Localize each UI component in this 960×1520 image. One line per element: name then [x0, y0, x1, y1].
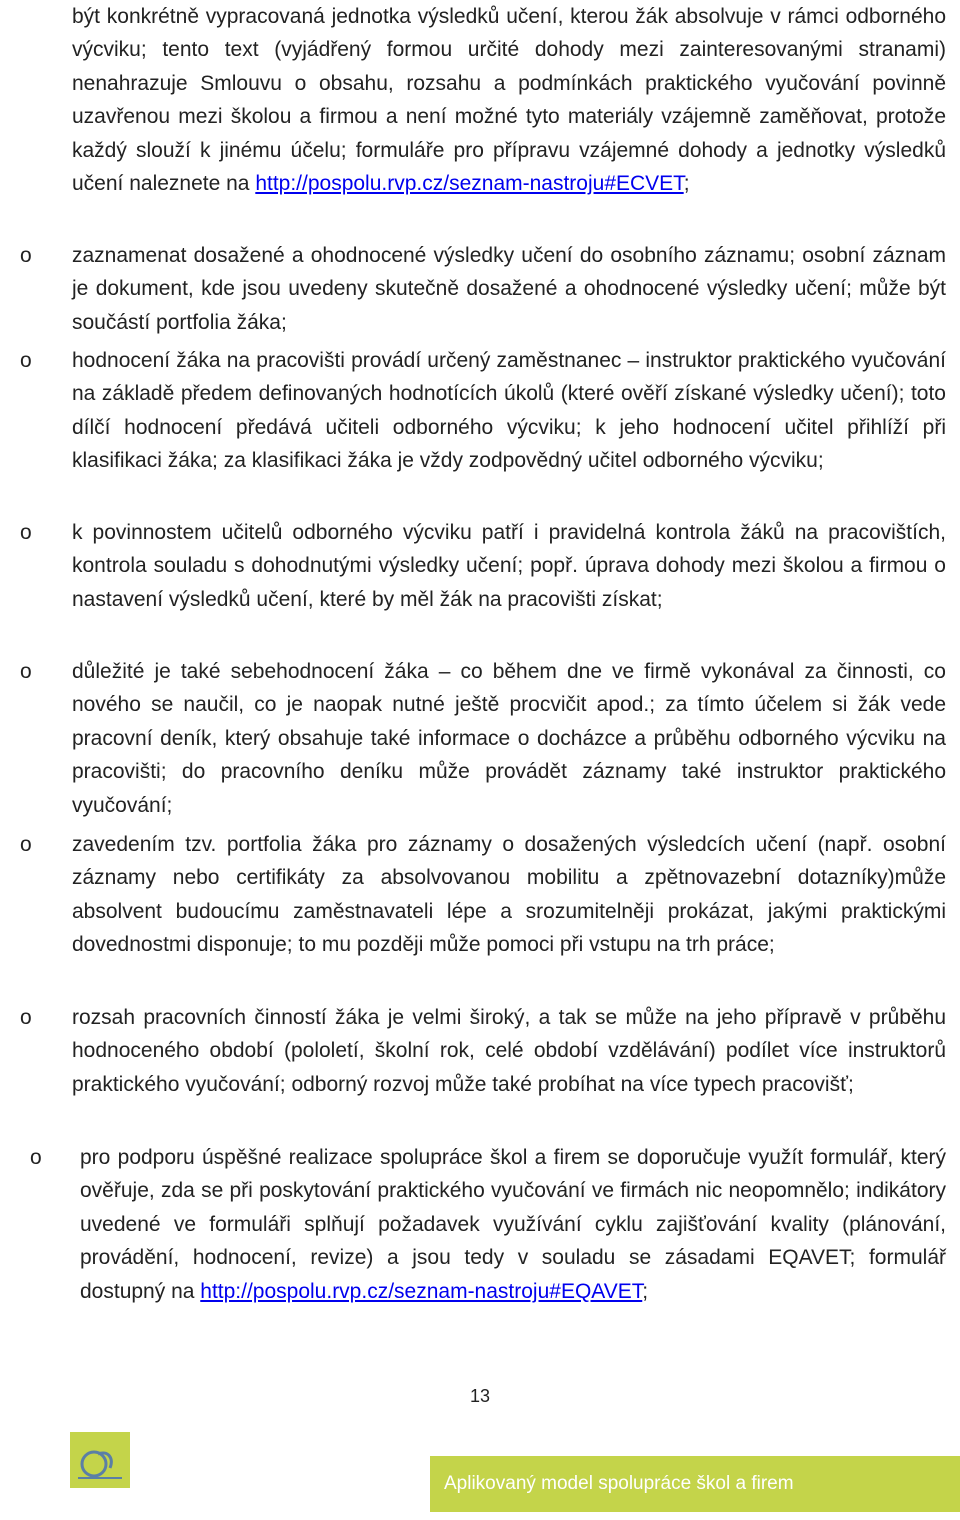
project-logo	[70, 1432, 130, 1488]
ecvet-tools-link[interactable]: http://pospolu.rvp.cz/seznam-nastroju#ECVET	[255, 172, 684, 196]
list-item-text: důležité je také sebehodnocení žáka – co během dne ve firmě vykonával za činnosti, co nového se naučil, co je naopak nutné ještě procvičit apod.; za tímto účelem si žák vede pracovní deník, který obsahuje také informace o docházce a průběhu odborného výcviku na pracovišti; do pracovního deníku může provádět záznamy také instruktor praktického vyučování;	[72, 660, 946, 817]
list-item-workplace-assessment	[72, 344, 946, 478]
bullet-marker: o	[20, 521, 32, 544]
list-item-personal-record	[72, 239, 946, 339]
list-item-text: zaznamenat dosažené a ohodnocené výsledky učení do osobního záznamu; osobní záznam je dokument, kde jsou uvedeny skutečně dosažené a ohodnocené výsledky učení; může být součástí portfolia žáka;	[72, 244, 946, 334]
list-item-text: k povinnostem učitelů odborného výcviku patří i pravidelná kontrola žáků na pracovištích, kontrola souladu s dohodnutými výsledky učení; popř. úprava dohody mezi školou a firmou o nastavení výsledků učení, které by měl žák na pracovišti získat;	[72, 521, 946, 611]
bullet-marker: o	[20, 244, 32, 267]
list-item-self-assessment	[72, 655, 946, 822]
list-item-work-scope	[72, 1001, 946, 1101]
bullet-marker: o	[20, 1006, 32, 1029]
bullet-marker: o	[20, 660, 32, 683]
list-item-text: hodnocení žáka na pracovišti provádí určený zaměstnanec – instruktor praktického vyučování na základě předem definovaných hodnotících úkolů (které ověří získané výsledky učení); toto dílčí hodnocení předává učiteli odborného výcviku; k jeho hodnocení učitel přihlíží při klasifikaci žáka; za klasifikaci žáka je vždy zodpovědný učitel odborného výcviku;	[72, 349, 946, 473]
bullet-marker: o	[20, 833, 32, 856]
paragraph-ecvet-unit	[72, 0, 946, 200]
list-item-text: pro podporu úspěšné realizace spolupráce škol a firem se doporučuje využít formulář, který ověřuje, zda se při poskytování praktického vyučování ve firmách nic neopomnělo; indikátory uvedené ve formuláři splňují požadavek využívání cyklu zajišťování kvality (plánování, provádění, hodnocení, revize) a jsou tedy v souladu se zásadami EQAVET; formulář dostupný na	[80, 1146, 946, 1303]
list-item-text-end: ;	[642, 1279, 649, 1303]
paragraph-text: být konkrétně vypracovaná jednotka výsledků učení, kterou žák absolvuje v rámci odborného výcviku; tento text (vyjádřený formou určité dohody mezi zainteresovanými stranami) nenahrazuje Smlouvu o obsahu, rozsahu a podmínkách praktického vyučování povinně uzavřenou mezi školou a firmou a není možné tyto materiály vzájemně zaměňovat, protože každý slouží k jinému účelu; formuláře pro přípravu vzájemné dohody a jednotky výsledků učení naleznete na	[72, 5, 946, 196]
footer-title: Aplikovaný model spolupráce škol a firem	[444, 1473, 794, 1494]
list-item-text: zavedením tzv. portfolia žáka pro záznamy o dosažených výsledcích učení (např. osobní záznamy nebo certifikáty za absolvovanou mobilitu a zpětnovazební dotazníky)může absolvent budoucímu zaměstnavateli lépe a srozumitelněji prokázat, jakými praktickými dovednostmi disponuje; to mu později může pomoci při vstupu na trh práce;	[72, 833, 946, 957]
list-item-eqavet-form	[80, 1141, 946, 1308]
bullet-marker: o	[20, 349, 32, 372]
bullet-marker: o	[30, 1146, 42, 1169]
project-logo-icon	[70, 1432, 130, 1488]
paragraph-text-end: ;	[683, 172, 690, 196]
list-item-teacher-duties	[72, 516, 946, 616]
page-number: 13	[469, 1386, 491, 1406]
list-item-portfolio	[72, 828, 946, 962]
list-item-text: rozsah pracovních činností žáka je velmi široký, a tak se může na jeho přípravě v průběhu hodnoceného období (pololetí, školní rok, celé období vzdělávání) podílet více instruktorů praktického vyučování; odborný rozvoj může také probíhat na více typech pracovišť;	[72, 1006, 946, 1096]
eqavet-tools-link[interactable]: http://pospolu.rvp.cz/seznam-nastroju#EQAVET	[200, 1279, 643, 1303]
footer-band	[430, 1456, 960, 1512]
